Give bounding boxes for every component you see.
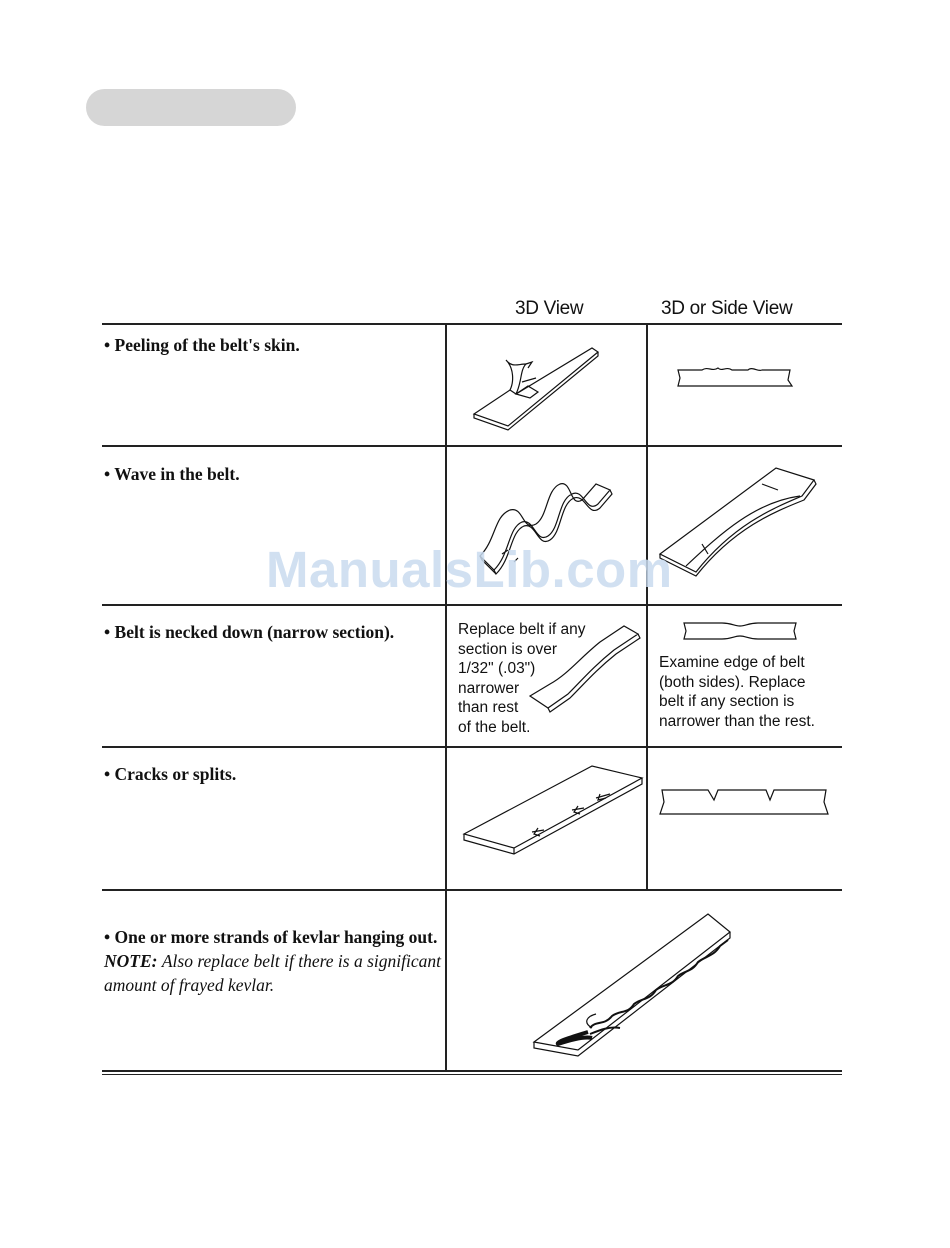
table-row-kevlar <box>104 925 444 997</box>
cracked-belt-3d-icon <box>460 762 646 862</box>
bullet: • <box>104 464 111 484</box>
table-bottom-rule <box>102 1070 842 1072</box>
column-header-side-view: 3D or Side View <box>661 298 793 319</box>
necked-belt-side-icon <box>680 619 800 643</box>
table-row-wave <box>104 462 439 486</box>
column-divider <box>646 323 648 890</box>
bullet: • <box>104 622 111 642</box>
cracked-belt-side-icon <box>656 784 832 820</box>
row-divider <box>102 604 842 606</box>
column-header-3d-view: 3D View <box>515 298 584 319</box>
section-tab <box>86 89 296 126</box>
row-divider <box>102 889 842 891</box>
frayed-kevlar-belt-icon <box>530 910 746 1060</box>
peeling-belt-side-icon <box>672 362 794 390</box>
column-divider <box>445 323 447 1072</box>
row-description: Belt is necked down (narrow section). <box>114 622 395 642</box>
row-description: One or more strands of kevlar hanging out. <box>114 927 438 947</box>
bullet: • <box>104 927 111 947</box>
row-description: Wave in the belt. <box>114 464 240 484</box>
row-description: Peeling of the belt's skin. <box>114 335 300 355</box>
table-row-peeling <box>104 333 439 357</box>
watermark: ManualsLib.com <box>266 541 673 598</box>
wavy-belt-side-icon <box>656 462 818 582</box>
table-bottom-rule-double <box>102 1074 842 1075</box>
row-divider <box>102 445 842 447</box>
necked-belt-3d-icon <box>528 624 644 716</box>
table-row-cracks <box>104 762 439 786</box>
note-text: Also replace belt if there is a significant amount of frayed kevlar. <box>104 951 441 995</box>
necked-3d-note: Replace belt if any section is over 1/32" (.03") narrower than rest of the belt. <box>458 621 586 736</box>
peeling-belt-3d-icon <box>470 338 600 433</box>
row-description: Cracks or splits. <box>114 764 237 784</box>
table-row-necked <box>104 620 439 644</box>
table-top-rule <box>102 323 842 325</box>
note-label: NOTE: <box>104 951 158 971</box>
row-divider <box>102 746 842 748</box>
necked-side-note: Examine edge of belt (both sides). Replace belt if any section is narrower than the rest. <box>659 654 815 730</box>
bullet: • <box>104 764 111 784</box>
bullet: • <box>104 335 111 355</box>
